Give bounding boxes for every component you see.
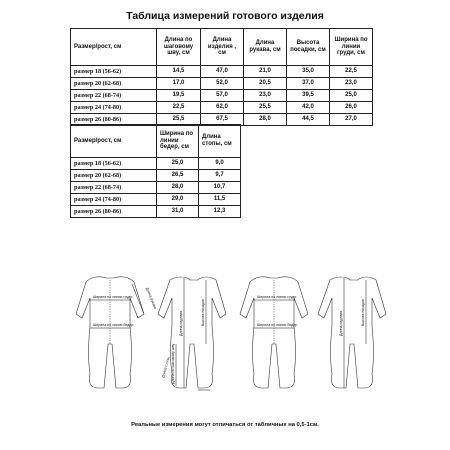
- size-cell: размер 24 (74-80): [71, 194, 157, 206]
- header-chest-width: Ширина по линии груди, см: [330, 29, 373, 66]
- bodysuit2-front-outline: [240, 277, 308, 388]
- size-cell: размер 26 (80-86): [71, 206, 157, 218]
- value-cell: 9,0: [199, 158, 241, 170]
- measurements-table-hips-foot: [70, 124, 241, 218]
- value-cell: 12,3: [199, 206, 241, 218]
- table-header-row: [71, 29, 373, 66]
- footer-note: Реальные измерения могут отличаться от табличных на 0,5-1см.: [131, 422, 319, 428]
- size-cell: размер 26 (80-86): [71, 114, 157, 126]
- value-cell: 47,0: [201, 66, 244, 78]
- value-cell: 42,0: [287, 102, 330, 114]
- value-cell: 29,0: [157, 194, 199, 206]
- bodysuit-front-outline: [76, 277, 144, 388]
- value-cell: 10,7: [199, 182, 241, 194]
- label-inseam: Длина по шаговому шву: [171, 343, 175, 384]
- label-rise: Высота посадки: [201, 299, 205, 326]
- size-cell: размер 20 (62-68): [71, 78, 157, 90]
- value-cell: 14,5: [157, 66, 201, 78]
- table-row: [71, 170, 241, 182]
- label-sleeve-length: Длина рукава: [145, 286, 158, 310]
- table-row: [71, 66, 373, 78]
- label-foot-length: Длина стопы: [161, 356, 171, 379]
- table-row: [71, 158, 241, 170]
- label-chest-width-2: Ширина по линии груди: [257, 295, 297, 299]
- value-cell: 35,0: [287, 66, 330, 78]
- header-rise: Высота посадки, см: [287, 29, 330, 66]
- value-cell: 9,7: [199, 170, 241, 182]
- size-cell: размер 18 (56-62): [71, 158, 157, 170]
- size-cell: размер 22 (68-74): [71, 182, 157, 194]
- value-cell: 67,5: [201, 114, 244, 126]
- value-cell: 57,0: [201, 90, 244, 102]
- value-cell: 26,5: [157, 170, 199, 182]
- value-cell: 37,0: [287, 78, 330, 90]
- header-foot-length: Длина стопы, см: [199, 125, 241, 158]
- table-row: [71, 194, 241, 206]
- value-cell: 62,0: [201, 102, 244, 114]
- label-garment-length: Длина изделия: [179, 310, 183, 336]
- value-cell: 21,0: [244, 66, 287, 78]
- value-cell: 25,0: [157, 158, 199, 170]
- value-cell: 25,0: [330, 90, 373, 102]
- label-garment-length-2: Длина изделия: [339, 310, 343, 336]
- value-cell: 39,5: [287, 90, 330, 102]
- table-row: [71, 102, 373, 114]
- value-cell: 22,5: [330, 66, 373, 78]
- size-cell: размер 24 (74-80): [71, 102, 157, 114]
- header-inseam: Длина по шаговому шву, см: [157, 29, 201, 66]
- table-row: [71, 78, 373, 90]
- value-cell: 25,5: [157, 114, 201, 126]
- table-row: [71, 182, 241, 194]
- label-chest-width: Ширина по линии груди: [93, 295, 133, 299]
- value-cell: 20,5: [244, 78, 287, 90]
- value-cell: 19,5: [157, 90, 201, 102]
- header-size: Размер/рост, см: [71, 125, 157, 158]
- page-title: Таблица измерений готового изделия: [126, 10, 324, 22]
- value-cell: 11,5: [199, 194, 241, 206]
- value-cell: 44,5: [287, 114, 330, 126]
- label-hip-width: Ширина по линии бедер: [93, 323, 134, 327]
- table-row: [71, 206, 241, 218]
- bodysuit-back-outline: [158, 277, 226, 388]
- value-cell: 23,0: [330, 78, 373, 90]
- value-cell: 28,0: [157, 182, 199, 194]
- garment-measurement-diagram: [60, 266, 390, 396]
- value-cell: 26,0: [330, 102, 373, 114]
- size-cell: размер 18 (56-62): [71, 66, 157, 78]
- value-cell: 17,0: [157, 78, 201, 90]
- value-cell: 22,5: [157, 102, 201, 114]
- size-cell: размер 20 (62-68): [71, 170, 157, 182]
- header-garment-length: Длина изделия , см: [201, 29, 244, 66]
- header-sleeve-length: Длина рукава, см: [244, 29, 287, 66]
- value-cell: 25,5: [244, 102, 287, 114]
- sleeve-length-line: [132, 284, 144, 314]
- bodysuit2-back-outline: [318, 277, 386, 388]
- value-cell: 31,0: [157, 206, 199, 218]
- label-hip-width-2: Ширина по линии бедер: [257, 323, 298, 327]
- size-cell: размер 22 (68-74): [71, 90, 157, 102]
- label-rise-2: Высота посадки: [361, 299, 365, 326]
- table-row: [71, 90, 373, 102]
- header-size: Размер/рост, см: [71, 29, 157, 66]
- measurements-table-main: [70, 28, 373, 126]
- header-hip-width: Ширина по линии бедер, см: [157, 125, 199, 158]
- value-cell: 52,0: [201, 78, 244, 90]
- value-cell: 27,0: [330, 114, 373, 126]
- value-cell: 28,0: [244, 114, 287, 126]
- table-header-row: [71, 125, 241, 158]
- value-cell: 23,0: [244, 90, 287, 102]
